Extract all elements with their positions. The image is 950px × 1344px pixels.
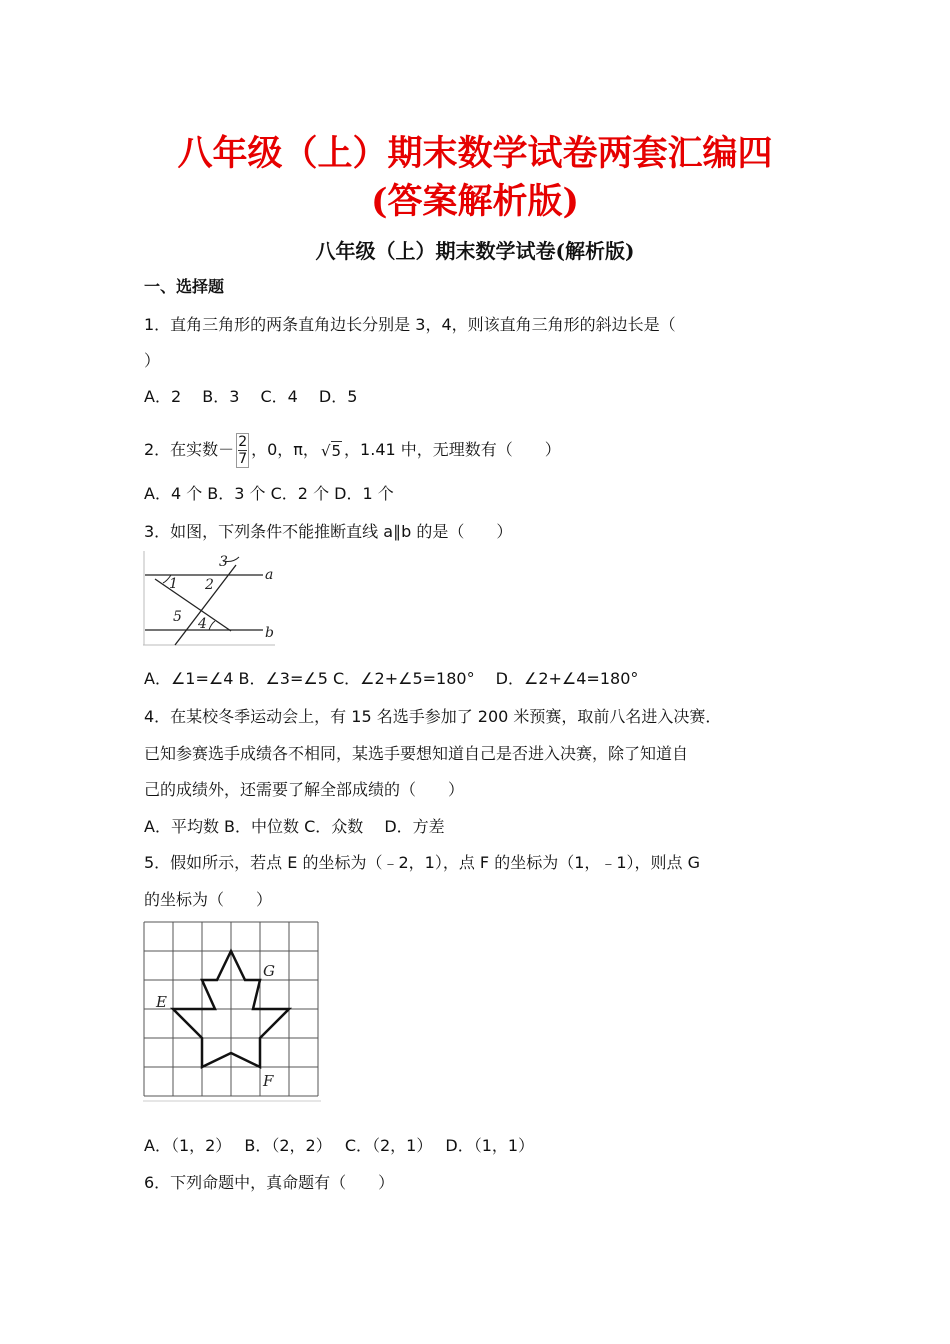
fraction-2-7	[236, 433, 249, 468]
fraction-denominator: 7	[238, 451, 248, 467]
question-1-text-cont: ）	[144, 351, 161, 370]
line-label-b: b	[265, 625, 274, 641]
fraction-numerator: 2	[238, 434, 248, 450]
section-heading-choice: 一、选择题	[144, 277, 225, 296]
question-5-options: A．（1，2） B．（2，2） C．（2，1） D．（1，1）	[144, 1136, 535, 1155]
point-label-F: F	[263, 1072, 274, 1090]
grid-star-figure	[143, 920, 323, 1104]
point-label-G: G	[263, 962, 275, 980]
question-5-text-cont: 的坐标为（ ）	[144, 890, 273, 909]
document-title-line1: 八年级（上）期末数学试卷两套汇编四	[177, 133, 773, 174]
question-6-text: 6．下列命题中，真命题有（ ）	[144, 1173, 395, 1192]
exam-subtitle: 八年级（上）期末数学试卷(解析版)	[315, 239, 635, 263]
question-2-middle: ，0，π，	[251, 440, 319, 459]
question-5-text: 5．假如所示，若点 E 的坐标为（﹣2，1），点 F 的坐标为（1，﹣1），则点 G	[144, 853, 701, 872]
angle-arc-4	[209, 621, 215, 630]
sqrt-5	[321, 439, 342, 463]
question-2-prefix: 2．在实数－	[144, 440, 235, 459]
sqrt-radicand: 5	[331, 441, 342, 460]
grid-lines	[144, 922, 318, 1096]
question-1-options: A．2 B．3 C．4 D．5	[144, 387, 358, 406]
angle-label-5: 5	[173, 609, 182, 625]
angle-label-3: 3	[219, 554, 228, 570]
angle-label-2: 2	[205, 577, 214, 593]
parallel-lines-figure	[143, 551, 275, 647]
angle-label-4: 4	[198, 616, 207, 632]
question-2-text	[144, 433, 561, 468]
angle-label-1: 1	[169, 576, 178, 592]
question-4-text: 4．在某校冬季运动会上，有 15 名选手参加了 200 米预赛，取前八名进入决赛．	[144, 707, 722, 726]
question-3-text: 3．如图，下列条件不能推断直线 a∥b 的是（ ）	[144, 522, 513, 541]
question-4-text-cont2: 己的成绩外，还需要了解全部成绩的（ ）	[144, 780, 465, 799]
question-2-suffix: ，1.41 中，无理数有（ ）	[344, 440, 561, 459]
question-2-options: A．4 个 B．3 个 C．2 个 D．1 个	[144, 484, 394, 503]
sqrt-symbol: √	[320, 441, 331, 460]
question-4-options: A．平均数 B．中位数 C．众数 D．方差	[144, 817, 445, 836]
question-1-text: 1．直角三角形的两条直角边长分别是 3，4，则该直角三角形的斜边长是（	[144, 315, 676, 334]
line-label-a: a	[265, 567, 274, 583]
document-title-line2: (答案解析版)	[370, 181, 580, 222]
question-3-options: A．∠1=∠4 B．∠3=∠5 C．∠2+∠5=180° D．∠2+∠4=180°	[144, 669, 639, 688]
point-label-E: E	[156, 993, 167, 1011]
question-4-text-cont1: 已知参赛选手成绩各不相同，某选手要想知道自己是否进入决赛，除了知道自	[144, 744, 689, 763]
